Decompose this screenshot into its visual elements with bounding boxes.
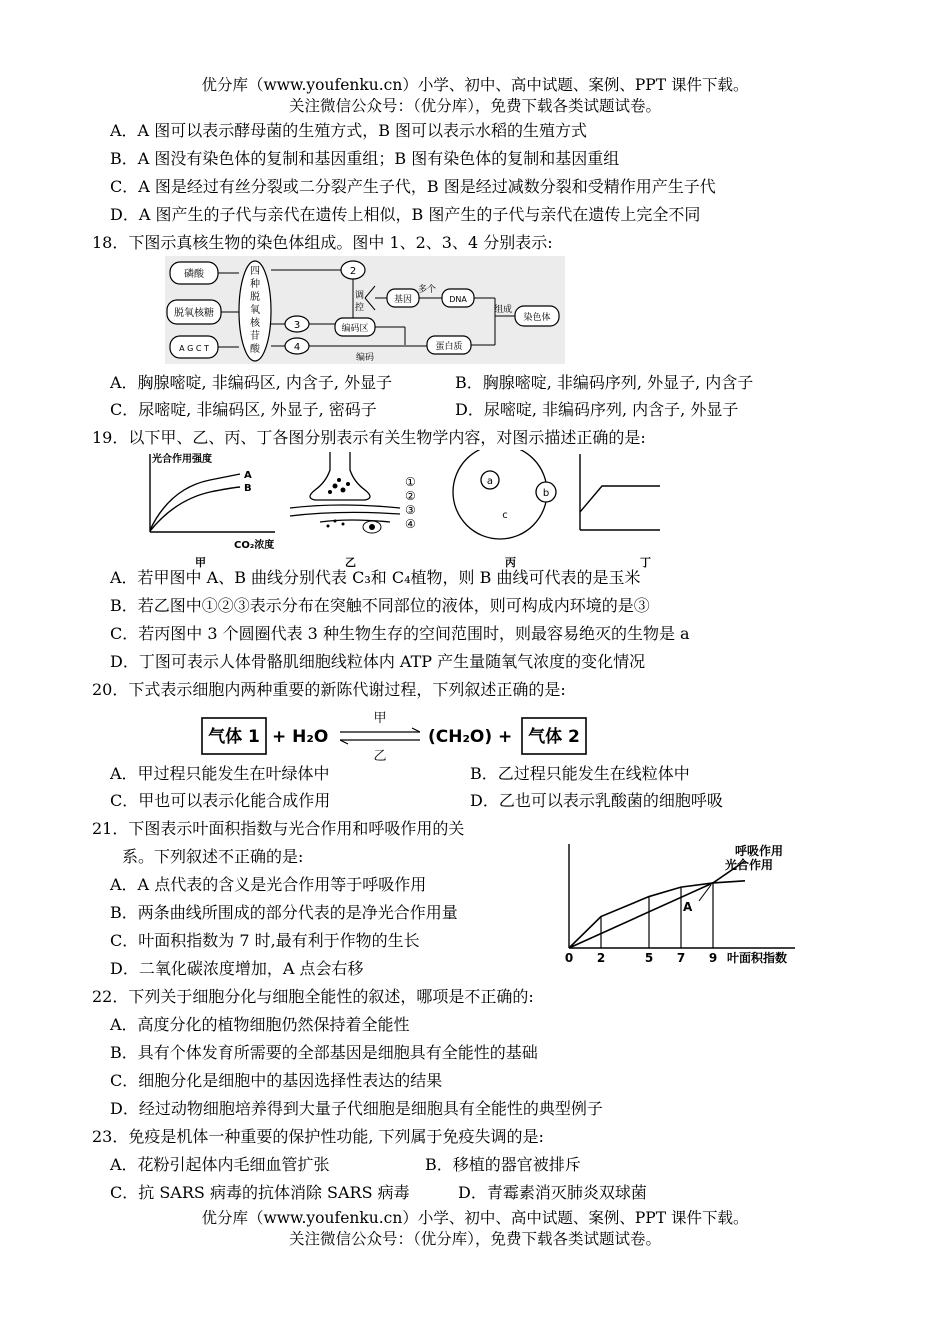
q18-label-coding-region: 编码区 [341, 324, 369, 334]
q22-option-a: A．高度分化的植物细胞仍然保持着全能性 [110, 1015, 410, 1034]
q19-circle-a-label: a [486, 476, 494, 487]
q19-option-d: D．丁图可表示人体骨骼肌细胞线粒体内 ATP 产生量随氧气浓度的变化情况 [110, 652, 646, 671]
q18-label-gene: 基因 [393, 295, 413, 305]
q21-x-tick-label: 9 [708, 951, 718, 965]
q20-reversible-arrow [340, 728, 420, 744]
q21-option-c: C．叶面积指数为 7 时,最有利于作物的生长 [110, 931, 420, 950]
q18-option-d: D．尿嘧啶, 非编码序列, 内含子, 外显子 [455, 400, 739, 419]
q21-point-a-label: A [683, 899, 693, 914]
q19-graph-jia [150, 454, 275, 532]
q18-label-3: 3 [293, 320, 301, 331]
q21-x-tick-label: 5 [644, 951, 654, 965]
q21-legend-photosynthesis: 光合作用 [725, 857, 774, 872]
q20-gas2-label: 气体 2 [528, 727, 580, 747]
footer-line-1: 优分库（www.youfenku.cn）小学、初中、高中试题、案例、PPT 课件下载。 [201, 1209, 749, 1227]
q21-x-tick-label: 7 [676, 951, 686, 965]
q18-label-chromosome: 染色体 [523, 313, 551, 323]
q21-x-tick-label: 0 [564, 951, 574, 965]
q21-legend-respiration: 呼吸作用 [735, 843, 784, 858]
q19-synapse-yi [290, 452, 400, 522]
q21-xlabel: 叶面积指数 [727, 951, 788, 965]
q23-option-c: C．抗 SARS 病毒的抗体消除 SARS 病毒 [110, 1183, 410, 1202]
q20-equation [200, 706, 590, 762]
q20-option-d: D．乙也可以表示乳酸菌的细胞呼吸 [470, 791, 723, 810]
q18-oval-char: 脱 [250, 292, 260, 303]
q18-label-dna: DNA [449, 295, 467, 304]
q18-label-phosphate: 磷酸 [184, 269, 204, 280]
q20-ch2o-label: (CH₂O) + [428, 727, 513, 747]
q20-gas1-label: 气体 1 [208, 727, 260, 747]
q19-option-c: C．若丙图中 3 个圆圈代表 3 种生物生存的空间范围时，则最容易绝灭的生物是 a [110, 624, 690, 643]
q18-chromosome-diagram [165, 256, 565, 364]
q21-x-tick-label: 2 [596, 951, 606, 965]
q19-label-bing: 丙 [505, 556, 516, 569]
q19-label-jia: 甲 [195, 556, 206, 569]
q20-option-c: C．甲也可以表示化能合成作用 [110, 791, 331, 810]
q18-option-a: A．胸腺嘧啶, 非编码区, 内含子, 外显子 [110, 373, 393, 392]
q19-curve-b-label: B [244, 483, 252, 494]
q22-option-d: D．经过动物细胞培养得到大量子代细胞是细胞具有全能性的典型例子 [110, 1099, 603, 1118]
q19-label-ding: 丁 [640, 556, 651, 569]
q18-oval-char: 四 [250, 266, 260, 277]
q22-stem: 22．下列关于细胞分化与细胞全能性的叙述，哪项是不正确的: [92, 987, 534, 1006]
q19-label-2: ② [405, 489, 416, 503]
q18-oval-char: 苷 [250, 331, 260, 342]
q22-option-c: C．细胞分化是细胞中的基因选择性表达的结果 [110, 1071, 443, 1090]
q21-stem-2: 系。下列叙述不正确的是: [122, 847, 304, 866]
footer-line-2: 关注微信公众号：（优分库），免费下载各类试题试卷。 [288, 1230, 661, 1248]
q21-option-d: D．二氧化碳浓度增加，A 点会右移 [110, 959, 364, 978]
q18-label-compose: 组成 [493, 305, 513, 315]
q19-stem: 19．以下甲、乙、丙、丁各图分别表示有关生物学内容，对图示描述正确的是: [92, 428, 646, 447]
q20-label-yi: 乙 [373, 749, 387, 762]
q18-oval-char: 酸 [250, 344, 260, 355]
header-line-1: 优分库（www.youfenku.cn）小学、初中、高中试题、案例、PPT 课件下载。 [201, 76, 749, 94]
q20-stem: 20．下式表示细胞内两种重要的新陈代谢过程，下列叙述正确的是: [92, 680, 566, 699]
q18-label-protein: 蛋白质 [435, 342, 463, 352]
q21-leaf-area-chart [555, 838, 825, 968]
q19-curve-a-label: A [244, 470, 252, 481]
q21-series-photosynthesis [569, 881, 745, 948]
q17-option-c: C．A 图是经过有丝分裂或二分裂产生子代，B 图是经过减数分裂和受精作用产生子代 [110, 177, 716, 196]
q18-label-deoxyribose: 脱氧核糖 [174, 308, 214, 319]
q19-option-b: B．若乙图中①②③表示分布在突触不同部位的液体，则可构成内环境的是③ [110, 596, 650, 615]
q20-option-a: A．甲过程只能发生在叶绿体中 [110, 764, 330, 783]
q19-label-yi: 乙 [345, 556, 356, 569]
q18-label-multiple: 多个 [417, 285, 437, 295]
q19-graph-ding [580, 454, 660, 530]
q19-circle-b-label: b [542, 488, 550, 499]
q17-option-a: A．A 图可以表示酵母菌的生殖方式，B 图可以表示水稻的生殖方式 [110, 121, 588, 140]
q20-h2o-label: + H₂O [272, 727, 329, 747]
q21-option-a: A．A 点代表的含义是光合作用等于呼吸作用 [110, 875, 427, 894]
q18-option-b: B．胸腺嘧啶, 非编码序列, 外显子, 内含子 [455, 373, 754, 392]
q18-label-encode: 编码 [355, 353, 375, 363]
q22-option-b: B．具有个体发育所需要的全部基因是细胞具有全能性的基础 [110, 1043, 538, 1062]
q23-option-b: B．移植的器官被排斥 [425, 1155, 581, 1174]
header-line-2: 关注微信公众号：（优分库），免费下载各类试题试卷。 [288, 97, 661, 115]
q18-oval-char: 氧 [250, 305, 260, 316]
q19-label-4: ④ [405, 517, 416, 531]
q21-stem-1: 21．下图表示叶面积指数与光合作用和呼吸作用的关 [92, 819, 465, 838]
q19-label-1: ① [405, 475, 416, 489]
q19-option-a: A．若甲图中 A、B 曲线分别代表 C₃和 C₄植物，则 B 曲线可代表的是玉米 [110, 568, 641, 587]
q17-option-d: D．A 图产生的子代与亲代在遗传上相似，B 图产生的子代与亲代在遗传上完全不同 [110, 205, 701, 224]
q18-oval-char: 种 [250, 279, 260, 290]
q18-label-regulate-2: 控 [355, 303, 365, 313]
q18-option-c: C．尿嘧啶, 非编码区, 外显子, 密码子 [110, 400, 377, 419]
q21-option-b: B．两条曲线所围成的部分代表的是净光合作用量 [110, 903, 458, 922]
q21-series-respiration [569, 861, 745, 948]
q20-option-b: B．乙过程只能发生在线粒体中 [470, 764, 690, 783]
q19-circle-c-label: c [502, 510, 508, 521]
q19-xlabel-co2: CO₂浓度 [234, 540, 275, 551]
q19-label-3: ③ [405, 503, 416, 517]
q18-label-4: 4 [293, 342, 301, 353]
q23-stem: 23．免疫是机体一种重要的保护性功能, 下列属于免疫失调的是: [92, 1127, 544, 1146]
q18-label-bases: A G C T [179, 344, 209, 353]
q19-figures [140, 450, 680, 570]
q23-option-d: D．青霉素消灭肺炎双球菌 [458, 1183, 647, 1202]
q18-label-regulate-1: 调 [355, 291, 365, 301]
q19-circles-bing [453, 450, 556, 539]
q17-option-b: B．A 图没有染色体的复制和基因重组；B 图有染色体的复制和基因重组 [110, 149, 620, 168]
q18-oval-char: 核 [250, 318, 260, 329]
q19-ylabel-photosynthesis: 光合作用强度 [152, 454, 212, 465]
q18-label-2: 2 [349, 266, 357, 277]
q23-option-a: A．花粉引起体内毛细血管扩张 [110, 1155, 330, 1174]
q18-stem: 18．下图示真核生物的染色体组成。图中 1、2、3、4 分别表示: [92, 233, 553, 252]
q20-label-jia: 甲 [373, 711, 387, 726]
